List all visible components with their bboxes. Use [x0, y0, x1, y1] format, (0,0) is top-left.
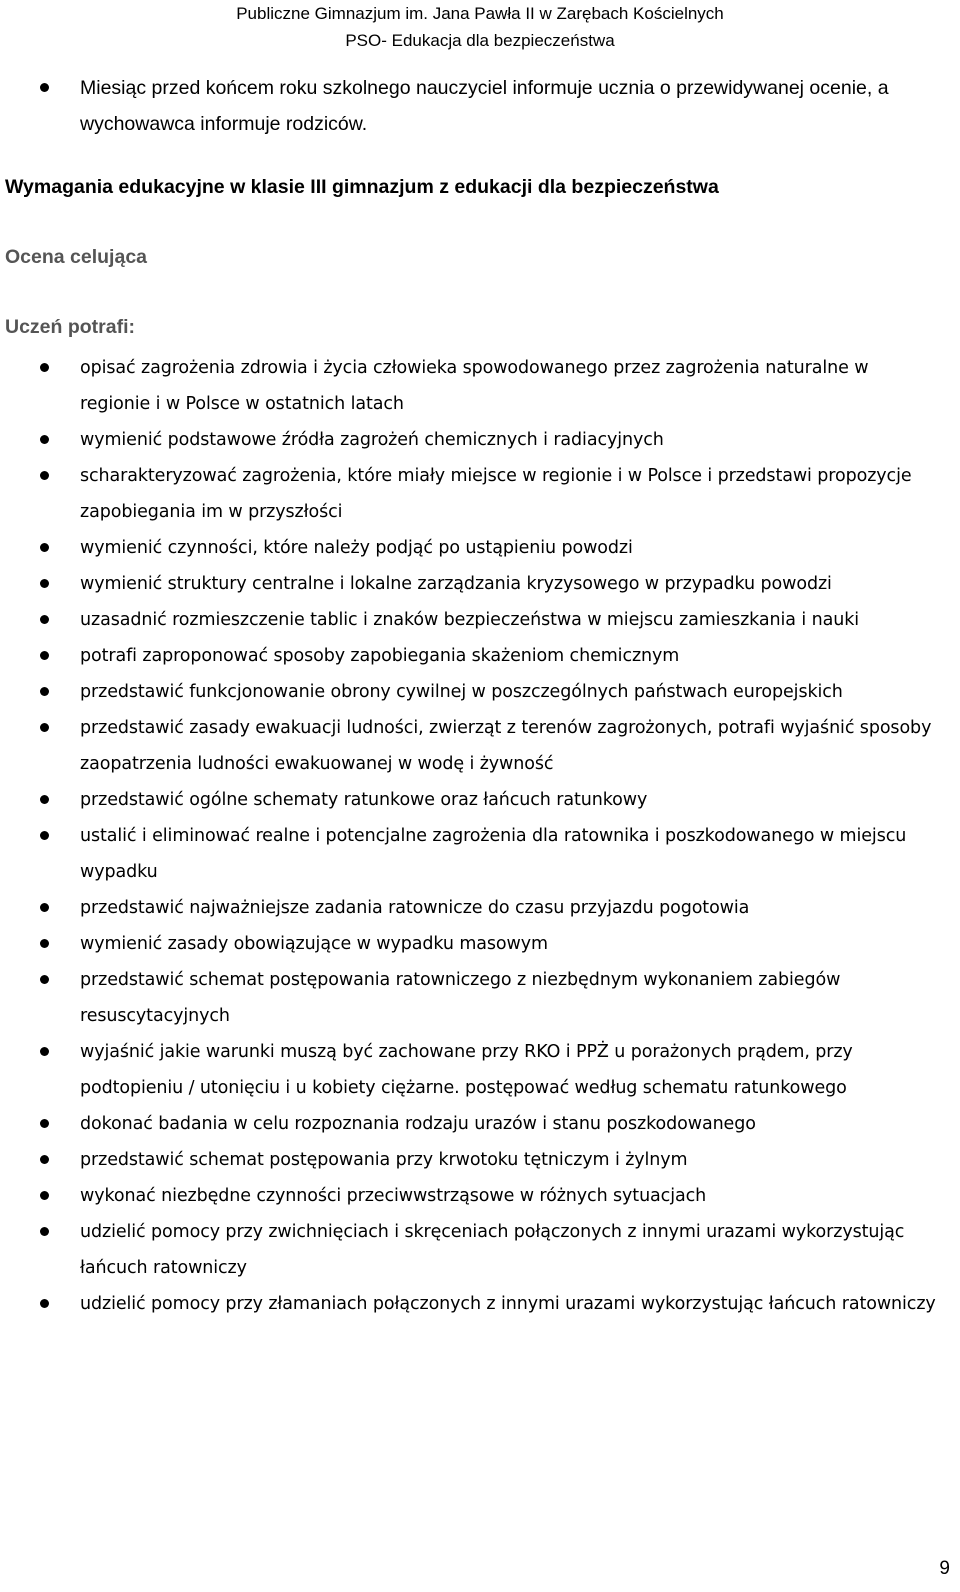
- list-item-text: przedstawić najważniejsze zadania ratownicze do czasu przyjazdu pogotowia: [80, 898, 750, 918]
- list-item-text: dokonać badania w celu rozpoznania rodzaju urazów i stanu poszkodowanego: [80, 1114, 756, 1134]
- list-item: [0, 1286, 942, 1322]
- list-item-text: potrafi zaproponować sposoby zapobiegania skażeniom chemicznym: [80, 646, 680, 666]
- document-subject: PSO- Edukacja dla bezpieczeństwa: [345, 31, 615, 50]
- list-item: [0, 674, 942, 710]
- list-item-text: Miesiąc przed końcem roku szkolnego nauczyciel informuje ucznia o przewidywanej ocenie, a wychowawca informuje rodziców.: [80, 77, 889, 135]
- skills-heading: Uczeń potrafi:: [5, 316, 136, 338]
- bullet-icon: [40, 579, 49, 588]
- list-item-text: wymienić zasady obowiązujące w wypadku masowym: [80, 934, 548, 954]
- list-item: [0, 1034, 942, 1106]
- list-item: [0, 70, 950, 142]
- list-item: [0, 638, 942, 674]
- list-item-text: uzasadnić rozmieszczenie tablic i znaków bezpieczeństwa w miejscu zamieszkania i nauki: [80, 610, 860, 630]
- list-item: [0, 602, 942, 638]
- list-item: [0, 1178, 942, 1214]
- bullet-icon: [40, 1299, 49, 1308]
- list-item-text: przedstawić zasady ewakuacji ludności, zwierząt z terenów zagrożonych, potrafi wyjaśnić sposoby zaopatrzenia ludności ewakuowanej w wodę i żywność: [80, 718, 932, 774]
- bullet-icon: [40, 363, 49, 372]
- bullet-icon: [40, 651, 49, 660]
- list-item: [0, 818, 942, 890]
- list-item-text: udzielić pomocy przy złamaniach połączonych z innymi urazami wykorzystując łańcuch ratowniczy: [80, 1294, 936, 1314]
- section-title: Wymagania edukacyjne w klasie III gimnazjum z edukacji dla bezpieczeństwa: [5, 176, 719, 198]
- list-item-text: ustalić i eliminować realne i potencjalne zagrożenia dla ratownika i poszkodowanego w miejscu wypadku: [80, 826, 907, 882]
- bullet-icon: [40, 83, 49, 92]
- list-item: [0, 890, 942, 926]
- list-item-text: wykonać niezbędne czynności przeciwwstrząsowe w różnych sytuacjach: [80, 1186, 707, 1206]
- school-name: Publiczne Gimnazjum im. Jana Pawła II w Zarębach Kościelnych: [236, 4, 724, 23]
- bullet-icon: [40, 435, 49, 444]
- list-item: [0, 566, 942, 602]
- bullet-icon: [40, 795, 49, 804]
- list-item: [0, 530, 942, 566]
- list-item-text: wyjaśnić jakie warunki muszą być zachowane przy RKO i PPŻ u porażonych prądem, przy podtopieniu / utonięciu i u kobiety ciężarne. postępować według schematu ratunkowego: [80, 1042, 853, 1098]
- list-item: [0, 350, 942, 422]
- list-item: [0, 962, 942, 1034]
- list-item-text: wymienić czynności, które należy podjąć po ustąpieniu powodzi: [80, 538, 633, 558]
- list-item: [0, 458, 942, 530]
- bullet-icon: [40, 1047, 49, 1056]
- bullet-icon: [40, 975, 49, 984]
- bullet-icon: [40, 903, 49, 912]
- bullet-icon: [40, 1155, 49, 1164]
- bullet-icon: [40, 723, 49, 732]
- list-item: [0, 710, 942, 782]
- grade-heading: Ocena celująca: [5, 246, 148, 268]
- list-item: [0, 782, 942, 818]
- list-item-text: przedstawić funkcjonowanie obrony cywilnej w poszczególnych państwach europejskich: [80, 682, 843, 702]
- bullet-icon: [40, 1191, 49, 1200]
- list-item: [0, 1142, 942, 1178]
- list-item: [0, 1106, 942, 1142]
- bullet-icon: [40, 543, 49, 552]
- bullet-icon: [40, 471, 49, 480]
- list-item-text: udzielić pomocy przy zwichnięciach i skręceniach połączonych z innymi urazami wykorzystując łańcuch ratowniczy: [80, 1222, 905, 1278]
- skills-list: [0, 350, 942, 1322]
- list-item-text: wymienić struktury centralne i lokalne zarządzania kryzysowego w przypadku powodzi: [80, 574, 832, 594]
- list-item: [0, 1214, 942, 1286]
- list-item-text: przedstawić ogólne schematy ratunkowe oraz łańcuch ratunkowy: [80, 790, 648, 810]
- list-item: [0, 926, 942, 962]
- page-number: 9: [939, 1558, 950, 1579]
- intro-list: [0, 70, 950, 142]
- list-item-text: opisać zagrożenia zdrowia i życia człowieka spowodowanego przez zagrożenia naturalne w regionie i w Polsce w ostatnich latach: [80, 358, 869, 414]
- list-item-text: przedstawić schemat postępowania ratowniczego z niezbędnym wykonaniem zabiegów resuscytacyjnych: [80, 970, 841, 1026]
- bullet-icon: [40, 939, 49, 948]
- list-item-text: przedstawić schemat postępowania przy krwotoku tętniczym i żylnym: [80, 1150, 688, 1170]
- list-item: [0, 422, 942, 458]
- bullet-icon: [40, 1119, 49, 1128]
- bullet-icon: [40, 831, 49, 840]
- list-item-text: scharakteryzować zagrożenia, które miały miejsce w regionie i w Polsce i przedstawi propozycje zapobiegania im w przyszłości: [80, 466, 912, 522]
- bullet-icon: [40, 687, 49, 696]
- page-header: [0, 0, 960, 54]
- list-item-text: wymienić podstawowe źródła zagrożeń chemicznych i radiacyjnych: [80, 430, 664, 450]
- bullet-icon: [40, 1227, 49, 1236]
- bullet-icon: [40, 615, 49, 624]
